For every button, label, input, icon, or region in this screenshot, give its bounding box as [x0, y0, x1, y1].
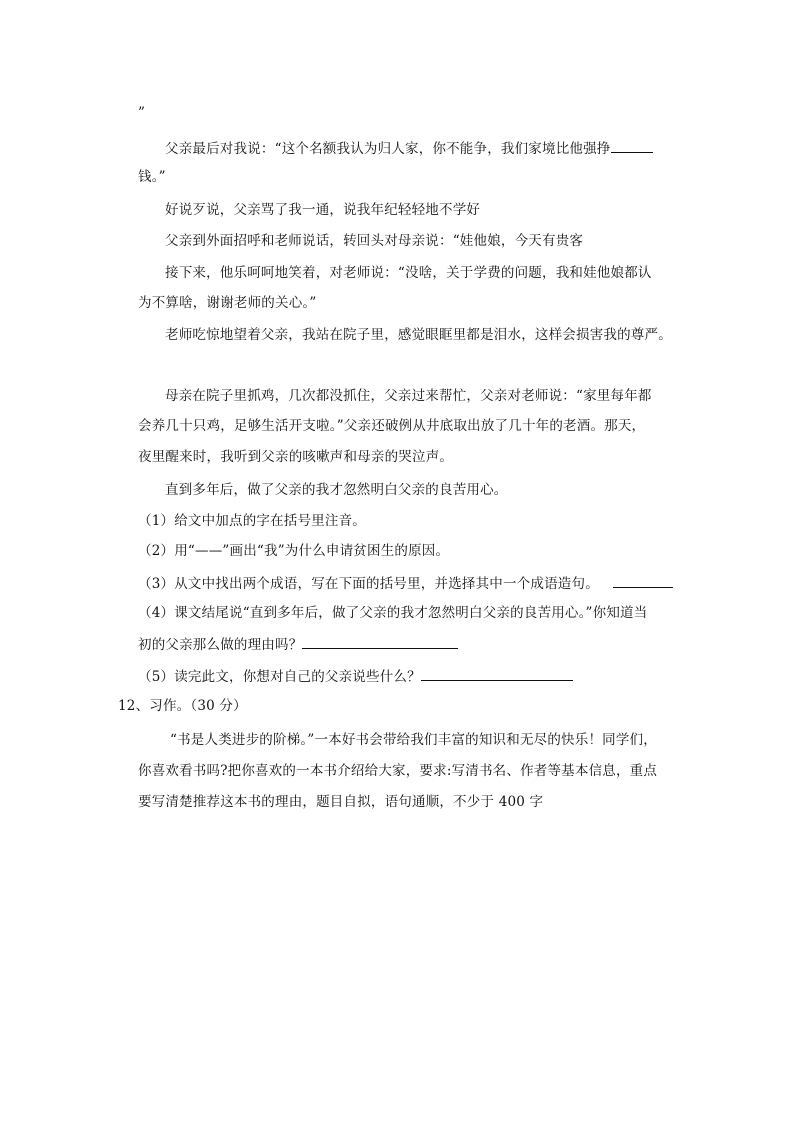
stray-closing-quote: ”	[138, 105, 146, 121]
composition-prompt-continuation: 你喜欢看书吗?把你喜欢的一本书介绍给大家，要求:写清书名、作者等基本信息，重点	[138, 763, 658, 779]
answer-blank[interactable]	[421, 666, 573, 681]
question-5	[138, 666, 573, 686]
paragraph-catching-chicken: 母亲在院子里抓鸡，几次都没抓住，父亲过来帮忙，父亲对老师说：“家里每年都	[165, 388, 652, 404]
question-4: （4）课文结尾说“直到多年后，做了父亲的我才忽然明白父亲的良苦用心。”你知道当	[138, 605, 648, 621]
question-2: （2）用“——”画出“我”为什么申请贫困生的原因。	[138, 543, 450, 559]
paragraph-scolding: 好说歹说，父亲骂了我一通，说我年纪轻轻地不学好	[165, 202, 481, 218]
paragraph-text: 父亲最后对我说：“这个名额我认为归人家，你不能争，我们家境比他强挣	[165, 141, 611, 157]
answer-blank[interactable]	[613, 573, 673, 588]
section-heading-composition: 12、习作。（30 分）	[118, 698, 247, 714]
question-1: （1）给文中加点的字在括号里注音。	[138, 513, 366, 529]
paragraph-teacher-surprised: 老师吃惊地望着父亲，我站在院子里，感觉眼眶里都是泪水，这样会损害我的尊严。	[165, 327, 672, 343]
composition-prompt-continuation: 要写清楚推荐这本书的理由，题目自拟，语句通顺，不少于 400 字	[138, 794, 544, 810]
paragraph-continuation: 夜里醒来时，我听到父亲的咳嗽声和母亲的哭泣声。	[138, 449, 454, 465]
answer-blank[interactable]	[302, 634, 458, 649]
paragraph-continuation: 为不算啥，谢谢老师的关心。”	[138, 295, 317, 311]
question-3	[138, 573, 673, 593]
composition-prompt: “书是人类进步的阶梯。”一本好书会带给我们丰富的知识和无尽的快乐！同学们，	[170, 732, 657, 748]
paragraph-father-final-words	[165, 138, 653, 158]
question-text: （3）从文中找出两个成语，写在下面的括号里，并选择其中一个成语造句。	[138, 576, 599, 592]
paragraph-conclusion: 直到多年后，做了父亲的我才忽然明白父亲的良苦用心。	[165, 482, 508, 498]
answer-blank[interactable]	[611, 138, 653, 153]
paragraph-continuation: 会养几十只鸡，足够生活开支啦。”父亲还破例从井底取出放了几十年的老酒。那天，	[138, 418, 646, 434]
question-text: （5）读完此文，你想对自己的父亲说些什么？	[138, 669, 421, 685]
paragraph-greeting-guest: 父亲到外面招呼和老师说话，转回头对母亲说：“娃他娘，今天有贵客	[165, 233, 584, 249]
paragraph-talk-with-teacher: 接下来，他乐呵呵地笑着，对老师说：“没啥，关于学费的问题，我和娃他娘都认	[165, 265, 652, 281]
question-4-continuation	[138, 634, 458, 654]
paragraph-continuation: 钱。”	[138, 169, 166, 185]
question-text: 初的父亲那么做的理由吗？	[138, 637, 303, 653]
